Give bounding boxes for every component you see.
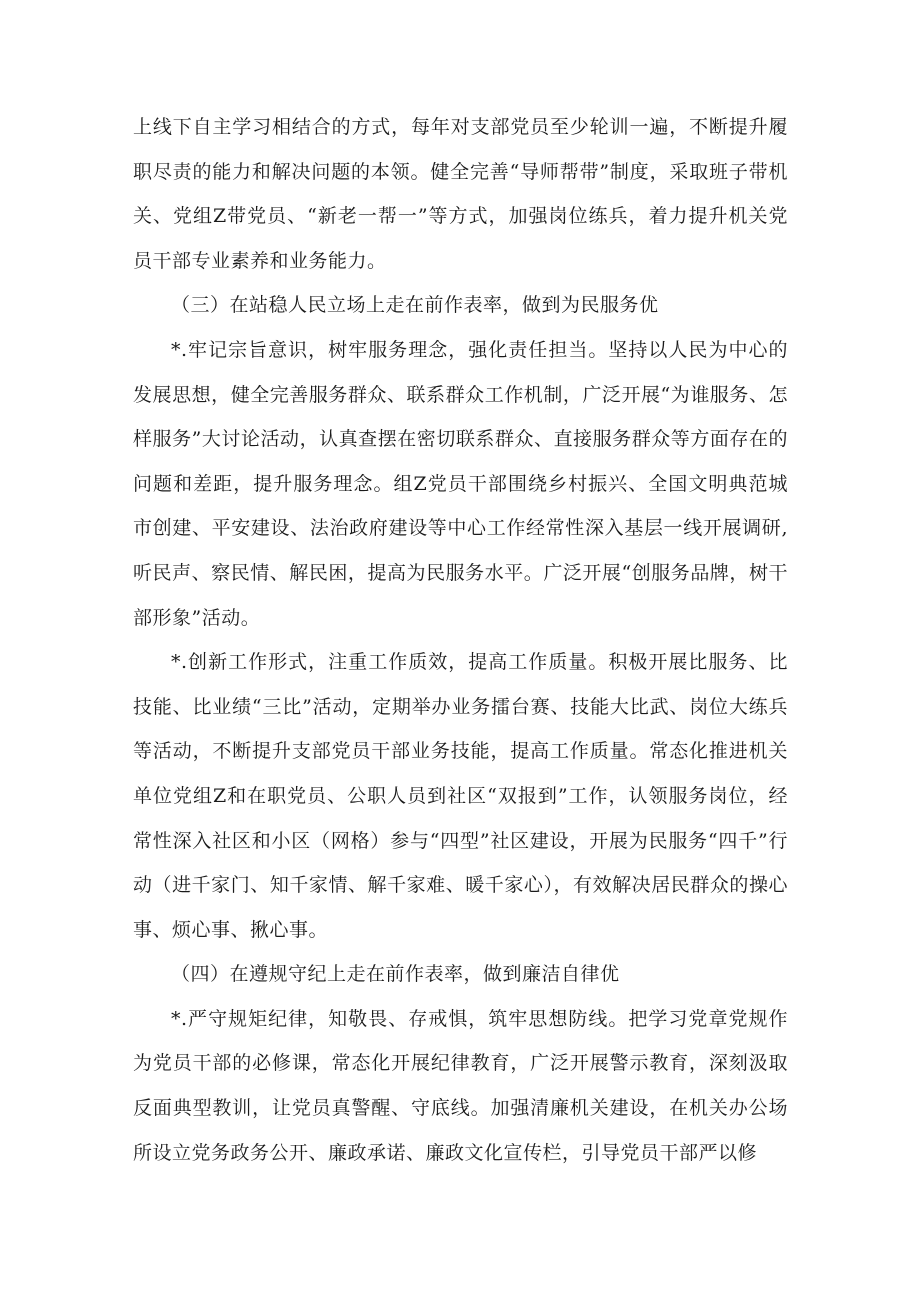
section-heading-3: （三）在站稳人民立场上走在前作表率，做到为民服务优 — [171, 294, 659, 317]
paragraph-work-innovation: *.创新工作形式，注重工作质效，提高工作质量。积极开展比服务、比技能、比业绩“三比”活动，定期举办业务擂台赛、技能大比武、岗位大练兵等活动，不断提升支部党员干部业务技能，提高工作质量。常态化推进机关单位党组Z和在职党员、公职人员到社区“双报到”工作，认领服务岗位，经常性深入社区和小区（网格）参与“四型”社区建设，开展为民服务“四千”行动（进千家门、知千家情、解千家难、暖千家心），有效解决居民群众的操心事、烦心事、揪心事。 — [133, 651, 788, 941]
paragraph-discipline: *.严守规矩纪律，知敬畏、存戒惧，筑牢思想防线。把学习党章党规作为党员干部的必修课，常态化开展纪律教育，广泛开展警示教育，深刻汲取反面典型教训，让党员真警醒、守底线。加强清廉机关建设，在机关办公场所设立党务政务公开、廉政承诺、廉政文化宣传栏，引导党员干部严以修 — [133, 1007, 788, 1164]
paragraph-training: 上线下自主学习相结合的方式，每年对支部党员至少轮训一遍，不断提升履职尽责的能力和解决问题的本领。健全完善“导师帮带”制度，采取班子带机关、党组Z带党员、“新老一帮一”等方式，加强岗位练兵，着力提升机关党员干部专业素养和业务能力。 — [133, 116, 788, 272]
document-body — [133, 105, 788, 1175]
paragraph-service-purpose: *.牢记宗旨意识，树牢服务理念，强化责任担当。坚持以人民为中心的发展思想，健全完善服务群众、联系群众工作机制，广泛开展“为谁服务、怎样服务”大讨论活动，认真查摆在密切联系群众、直接服务群众等方面存在的问题和差距，提升服务理念。组Z党员干部围绕乡村振兴、全国文明典范城市创建、平安建设、法治政府建设等中心工作经常性深入基层一线开展调研,听民声、察民情、解民困，提高为民服务水平。广泛开展“创服务品牌，树干部形象”活动。 — [133, 338, 788, 629]
section-heading-4: （四）在遵规守纪上走在前作表率，做到廉洁自律优 — [171, 963, 620, 986]
